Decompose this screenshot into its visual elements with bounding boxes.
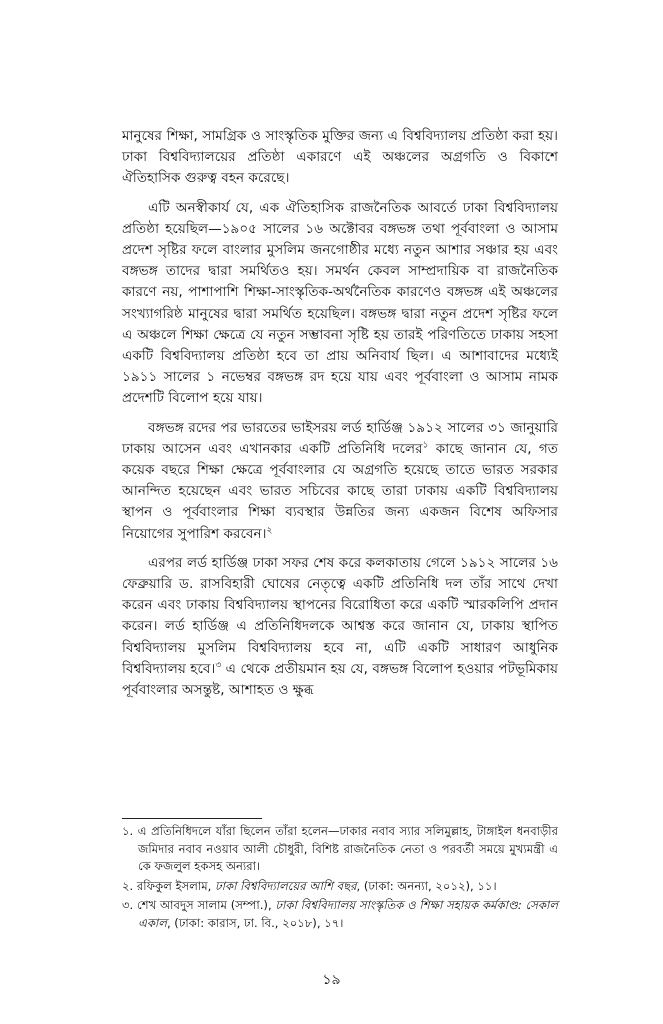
footnote-1-marker: ১. (122, 824, 134, 838)
footnote-3 (122, 897, 558, 932)
footnotes (122, 823, 558, 933)
footnote-2 (122, 878, 558, 896)
page-number: ১৯ (322, 972, 341, 988)
body-text (122, 126, 558, 701)
footnote-2-marker: ২. (122, 878, 134, 893)
footnote-3-marker: ৩. (122, 898, 134, 913)
paragraph-3-text-a: বঙ্গভঙ্গ রদের পর ভারতের ভাইসরয় লর্ড হার্ডিঞ্জ ১৯১২ সালের ৩১ জানুয়ারি ঢাকায় আসেন এবং এখানকার একটি প্রতিনিধি দলের (122, 419, 558, 457)
paragraph-4-text-b: এ থেকে প্রতীয়মান হয় যে, বঙ্গভঙ্গ বিলোপ হওয়ার পটভূমিকায় পূর্ববাংলার অসন্তুষ্ট, আশাহত ও ক্ষুব্ধ (122, 660, 558, 699)
footnote-3-author: শেখ আবদুস সালাম (সম্পা.), (137, 898, 276, 913)
footnote-3-rest: , (ঢাকা: কারাস, ঢা. বি., ২০১৮), ১৭। (166, 915, 344, 930)
footnote-2-rest: , (ঢাকা: অনন্যা, ২০১২), ১১। (356, 878, 497, 893)
paragraph-1: মানুষের শিক্ষা, সামগ্রিক ও সাংস্কৃতিক মুক্তির জন্য এ বিশ্ববিদ্যালয় প্রতিষ্ঠা করা হয়। ঢাকা বিশ্ববিদ্যালয়ের প্রতিষ্ঠা একারণে এই অঞ্চলের অগ্রগতি ও বিকাশে ঐতিহাসিক গুরুত্ব বহন করেছে। (122, 128, 558, 187)
footnote-3-title: ঢাকা বিশ্ববিদ্যালয় সাংস্কৃতিক ও শিক্ষা সহায়ক কর্মকাণ্ড: সেকাল একাল (138, 898, 559, 930)
footnote-2-title: ঢাকা বিশ্ববিদ্যালয়ের আশি বছর (215, 878, 357, 893)
paragraph-4 (122, 553, 558, 701)
footnote-1-text: এ প্রতিনিধিদলে যাঁরা ছিলেন তাঁরা হলেন—ঢাকার নবাব স্যার সলিমুল্লাহ, টাঙ্গাইল ধনবাড়ীর জমিদার নবাব নওয়াব আলী চৌধুরী, বিশিষ্ট রাজনৈতিক নেতা ও পরবর্তী সময়ে মুখ্যমন্ত্রী এ কে ফজলুল হকসহ অন্যরা। (137, 824, 559, 874)
paragraph-3-text-b: কাছে জানান যে, গত কয়েক বছরে শিক্ষা ক্ষেত্রে পূর্ববাংলার যে অগ্রগতি হয়েছে তাতে ভারত সরকার আনন্দিত হয়েছেন এবং ভারত সচিবের কাছে তারা ঢাকায় একটি বিশ্ববিদ্যালয় স্থাপন ও পূর্ববাংলার শিক্ষা ব্যবস্থার উন্নতির জন্য একজন বিশেষ অফিসার নিয়োগের সুপারিশ করবেন। (122, 440, 558, 542)
footnote-ref-3: ৩ (215, 660, 222, 671)
footnote-ref-2: ২ (266, 525, 273, 536)
paragraph-2: এটি অনস্বীকার্য যে, এক ঐতিহাসিক রাজনৈতিক আবর্তে ঢাকা বিশ্ববিদ্যালয় প্রতিষ্ঠা হয়েছিল—১৯০৫ সালের ১৬ অক্টোবর বঙ্গভঙ্গ তথা পূর্ববাংলা ও আসাম প্রদেশ সৃষ্টির ফলে বাংলার মুসলিম জনগোষ্ঠীর মধ্যে নতুন আশার সঞ্চার হয় এবং বঙ্গভঙ্গ তাদের দ্বারা সমর্থিতও হয়। সমর্থন কেবল সাম্প্রদায়িক বা রাজনৈতিক কারণে নয়, পাশাপাশি শিক্ষা-সাংস্কৃতিক-অর্থনৈতিক কারণেও বঙ্গভঙ্গ এই অঞ্চলের সংখ্যাগরিষ্ঠ মানুষের দ্বারা সমর্থিত হয়েছিল। বঙ্গভঙ্গ দ্বারা নতুন প্রদেশ সৃষ্টির ফলে এ অঞ্চলে শিক্ষা ক্ষেত্রে যে নতুন সম্ভাবনা সৃষ্টি হয় তারই পরিণতিতে ঢাকায় সহসা একটি বিশ্ববিদ্যালয় প্রতিষ্ঠা হবে তা প্রায় অনিবার্য ছিল। এ আশাবাদের মধ্যেই ১৯১১ সালের ১ নভেম্বর বঙ্গভঙ্গ রদ হয়ে যায় এবং পূর্ববাংলা ও আসাম নামক প্রদেশটি বিলোপ হয়ে যায়। (122, 199, 558, 407)
footnote-2-author: রফিকুল ইসলাম, (136, 878, 216, 893)
paragraph-4-text-a: এরপর লর্ড হার্ডিঞ্জ ঢাকা সফর শেষ করে কলকাতায় গেলে ১৯১২ সালের ১৬ ফেব্রুয়ারি ড. রাসবিহারী ঘোষের নেতৃত্বে একটি প্রতিনিধি দল তাঁর সাথে দেখা করেন এবং ঢাকায় বিশ্ববিদ্যালয় স্থাপনের বিরোধিতা করে একটি স্মারকলিপি প্রদান করেন। লর্ড হার্ডিঞ্জ এ প্রতিনিধিদলকে আশ্বস্ত করে জানান যে, ঢাকায় স্থাপিত বিশ্ববিদ্যালয় মুসলিম বিশ্ববিদ্যালয় হবে না, এটি একটি সাধারণ আধুনিক বিশ্ববিদ্যালয় হবে। (122, 554, 558, 677)
footnote-1 (122, 823, 558, 876)
paragraph-3 (122, 418, 558, 545)
footnote-ref-1: ১ (422, 440, 429, 451)
footnote-divider (122, 818, 262, 819)
